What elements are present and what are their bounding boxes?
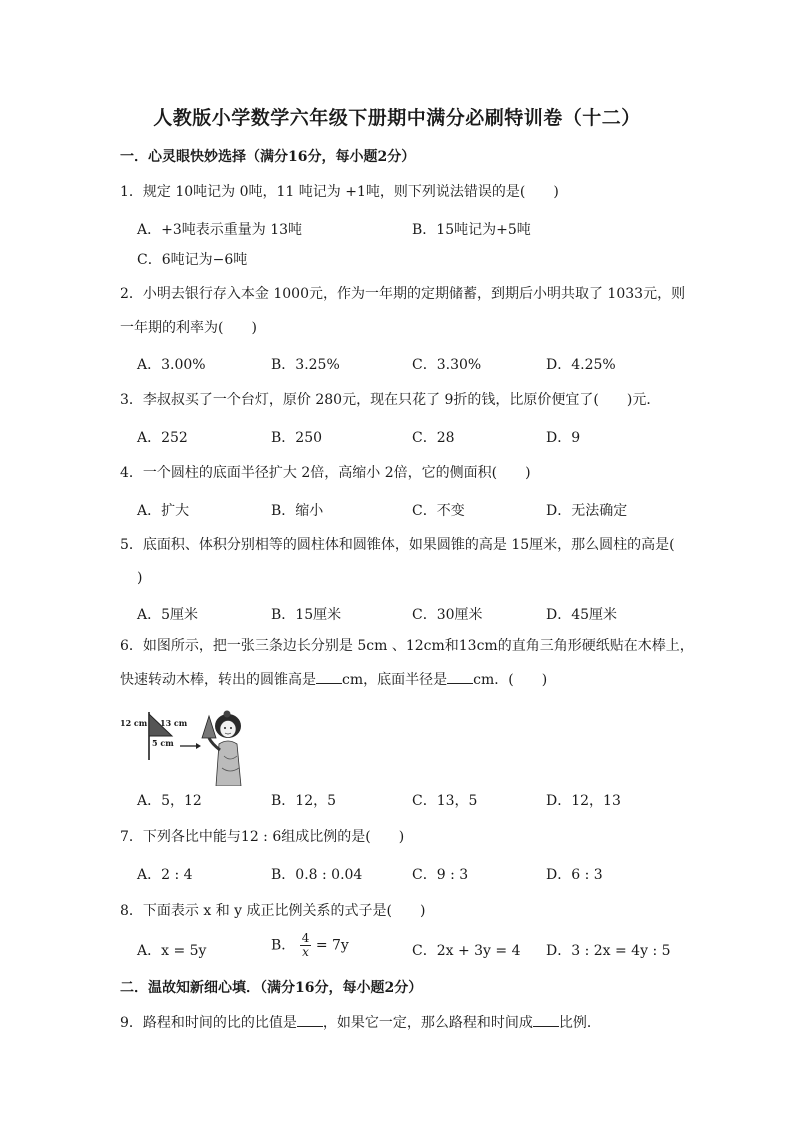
q6-option-a[interactable]: A．5，12 xyxy=(137,793,202,809)
q8-option-d[interactable]: D．3 : 2x = 4y : 5 xyxy=(546,943,671,959)
q9-blank-proportion[interactable] xyxy=(533,1014,559,1027)
q4-option-a[interactable]: A．扩大 xyxy=(137,503,190,519)
question-3: 3．李叔叔买了一个台灯，原价 280元，现在只花了 9折的钱，比原价便宜了( )元． xyxy=(120,392,661,408)
q9-text-part-2: ，如果它一定，那么路程和时间成 xyxy=(322,1015,533,1031)
q6-blank-radius[interactable] xyxy=(447,671,473,684)
q2-option-a[interactable]: A．3.00% xyxy=(137,357,206,373)
fraction-denominator: x xyxy=(302,945,309,959)
q6-text-part-3: cm．( ) xyxy=(473,672,548,688)
cone-shape xyxy=(202,716,216,738)
q7-option-d[interactable]: D．6 : 3 xyxy=(546,867,603,883)
girl-arm-icon xyxy=(209,738,220,750)
q8-option-b-label: B． xyxy=(271,937,296,954)
q6-text-part-1: 快速转动木棒，转出的圆锥高是 xyxy=(120,672,316,688)
q5-option-a[interactable]: A．5厘米 xyxy=(137,607,199,623)
q4-option-b[interactable]: B．缩小 xyxy=(271,503,324,519)
q2-option-c[interactable]: C．3.30% xyxy=(412,357,482,373)
question-6-line-2 xyxy=(120,669,680,689)
question-9 xyxy=(120,1012,680,1032)
q8-option-b-rest: = 7y xyxy=(315,937,349,954)
q6-text-part-2: cm，底面半径是 xyxy=(342,672,448,688)
question-5-line-1: 5．底面积、体积分别相等的圆柱体和圆锥体，如果圆锥的高是 15厘米，那么圆柱的高是( xyxy=(120,537,675,553)
q8-option-b[interactable] xyxy=(271,932,349,959)
figure-label-13cm: 13 cm xyxy=(160,718,188,728)
q1-option-a[interactable]: A．+3吨表示重量为 13吨 xyxy=(137,222,303,238)
girl-eye-right-icon xyxy=(230,727,232,729)
q7-option-a[interactable]: A．2 : 4 xyxy=(137,867,193,883)
q8-option-c[interactable]: C．2x + 3y = 4 xyxy=(412,943,521,959)
q5-option-d[interactable]: D．45厘米 xyxy=(546,607,618,623)
q8-option-a[interactable]: A．x = 5y xyxy=(137,943,207,959)
girl-dress-icon xyxy=(216,741,241,786)
q9-blank-ratio[interactable] xyxy=(297,1014,323,1027)
q1-option-b[interactable]: B．15吨记为+5吨 xyxy=(412,222,531,238)
q4-option-d[interactable]: D．无法确定 xyxy=(546,503,628,519)
q3-option-b[interactable]: B．250 xyxy=(271,430,323,446)
q3-option-c[interactable]: C．28 xyxy=(412,430,455,446)
question-8: 8．下面表示 x 和 y 成正比例关系的式子是( ) xyxy=(120,903,426,919)
q7-option-b[interactable]: B．0.8 : 0.04 xyxy=(271,867,363,883)
question-2-line-2: 一年期的利率为( ) xyxy=(120,320,257,336)
girl-eye-left-icon xyxy=(224,727,226,729)
page-title: 人教版小学数学六年级下册期中满分必刷特训卷（十二） xyxy=(153,107,641,129)
q5-option-c[interactable]: C．30厘米 xyxy=(412,607,483,623)
question-1: 1．规定 10吨记为 0吨，11 吨记为 +1吨，则下列说法错误的是( ) xyxy=(120,184,559,200)
question-2-line-1: 2．小明去银行存入本金 1000元，作为一年期的定期储蓄，到期后小明共取了 1033元，则 xyxy=(120,286,686,302)
q6-option-c[interactable]: C．13，5 xyxy=(412,793,478,809)
q4-option-c[interactable]: C．不变 xyxy=(412,503,465,519)
question-6-line-1: 6．如图所示，把一张三条边长分别是 5cm 、12cm和13cm的直角三角形硬纸贴在木棒上， xyxy=(120,638,694,654)
question-4: 4．一个圆柱的底面半径扩大 2倍，高缩小 2倍，它的侧面积( ) xyxy=(120,465,531,481)
girl-face-icon xyxy=(220,721,236,738)
q9-text-part-3: 比例． xyxy=(558,1015,601,1031)
question-7: 7．下列各比中能与12 : 6组成比例的是( ) xyxy=(120,829,405,845)
q5-option-b[interactable]: B．15厘米 xyxy=(271,607,342,623)
q6-option-b[interactable]: B．12，5 xyxy=(271,793,337,809)
arrow-head-icon xyxy=(196,743,201,749)
q2-option-d[interactable]: D．4.25% xyxy=(546,357,616,373)
figure-label-5cm: 5 cm xyxy=(152,738,174,748)
q3-option-a[interactable]: A．252 xyxy=(137,430,188,446)
girl-hair-bow-icon xyxy=(224,711,231,718)
q9-text-part-1: 9．路程和时间的比的比值是 xyxy=(120,1015,297,1031)
section-heading-1: 一．心灵眼快妙选择（满分16分，每小题2分） xyxy=(120,149,416,165)
q7-option-c[interactable]: C．9 : 3 xyxy=(412,867,469,883)
fraction-numerator: 4 xyxy=(301,931,310,945)
section-heading-2: 二．温故知新细心填．（满分16分，每小题2分） xyxy=(120,980,423,996)
q8-option-b-fraction xyxy=(300,932,312,959)
q2-option-b[interactable]: B．3.25% xyxy=(271,357,340,373)
q6-blank-height[interactable] xyxy=(316,671,342,684)
q3-option-d[interactable]: D．9 xyxy=(546,430,581,446)
figure-label-12cm: 12 cm xyxy=(120,718,148,728)
question-5-line-2: ) xyxy=(137,570,143,586)
q6-option-d[interactable]: D．12，13 xyxy=(546,793,621,809)
triangle-rotation-figure xyxy=(120,708,260,786)
q1-option-c[interactable]: C．6吨记为−6吨 xyxy=(137,252,248,268)
